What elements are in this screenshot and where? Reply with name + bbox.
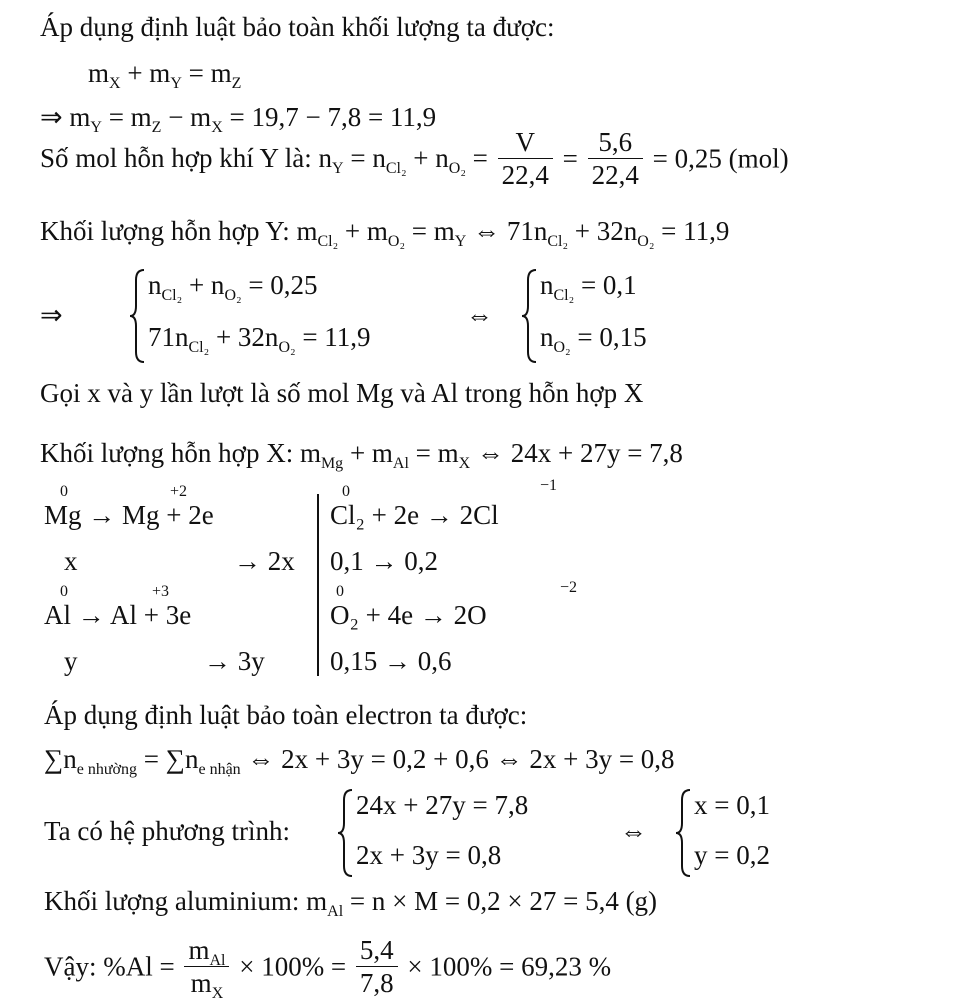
redox-al-oxidation: Al → Al + 3e (44, 600, 192, 630)
text-define-x-y: Gọi x và y lần lượt là số mol Mg và Al trong hỗn hợp X (40, 378, 644, 408)
text-system-of-equations: Ta có hệ phương trình: (44, 816, 290, 846)
redox-mg-moles: x (64, 546, 78, 576)
ox-state-mg-plus2: +2 (170, 483, 188, 500)
ox-state-cl-minus1: −1 (540, 477, 558, 494)
redox-o2-values: 0,15 → 0,6 (330, 646, 452, 676)
redox-cl2-values: 0,1 → 0,2 (330, 546, 438, 576)
fraction-mal-over-mx: $\frac{m_{Al}}{m_X}$ (184, 934, 229, 1000)
equation-percent-al: Vậy: %Al = $\frac{m_{Al}}{m_X}$ × 100% = $\frac{5,4}{7,8}$ × 100% = 69,23 % (44, 935, 612, 1002)
redox-al-moles: y (64, 646, 78, 676)
equation-mass-x: Khối lượng hỗn hợp X: $m_{Mg} + m_{Al} = m_X$ ⇔ 24x + 27y = 7,8 (40, 438, 683, 472)
brace-left-3 (336, 788, 356, 878)
redox-cl2-reduction: Cl₂ + 2e → 2Cl (330, 500, 499, 530)
brace-left-4 (674, 788, 694, 878)
system-2-eq-2: $n_{O_2} = 0,15$ (540, 322, 647, 356)
system-3-eq-2: 2x + 3y = 0,8 (356, 840, 502, 870)
redox-al-electrons: → 3y (204, 646, 265, 676)
system-1-eq-2: $71n_{Cl_2} + 32n_{O_2} = 11,9$ (148, 322, 371, 356)
iff-symbol-2: ⇔ (620, 816, 647, 846)
ox-state-mg-0: 0 (60, 483, 68, 500)
iff-symbol-1: ⇔ (466, 300, 493, 330)
ox-state-o2-0: 0 (336, 583, 344, 600)
equation-electron-balance: $\sum n_{e nhường} = \sum n_{e nhận}$ ⇔ 2x + 3y = 0,2 + 0,6 ⇔ 2x + 3y = 0,8 (44, 744, 675, 778)
redox-o2-reduction: O₂ + 4e → 2O (330, 600, 487, 630)
ox-state-o-minus2: −2 (560, 579, 578, 596)
ox-state-al-0: 0 (60, 583, 68, 600)
redox-mg-electrons: → 2x (234, 546, 295, 576)
system-4-eq-1: x = 0,1 (694, 790, 770, 820)
redox-divider (317, 494, 319, 676)
implies-arrow: ⇒ (40, 300, 63, 330)
system-3-eq-1: 24x + 27y = 7,8 (356, 790, 529, 820)
fraction-5-6-over-22-4: $\frac{5,6}{22,4}$ (588, 126, 643, 192)
text-electron-conservation: Áp dụng định luật bảo toàn electron ta được: (44, 700, 528, 730)
fraction-5-4-over-7-8: $\frac{5,4}{7,8}$ (356, 934, 398, 1000)
equation-mass-y-gases: Khối lượng hỗn hợp Y: $m_{Cl_2} + m_{O_2} = m_Y$ ⇔ $71n_{Cl_2} + 32n_{O_2} = 11,9$ (40, 216, 730, 250)
equation-mass-y: ⇒ $m_Y = m_Z - m_X = 19,7 - 7,8 = 11,9$ (40, 102, 437, 136)
equation-mass-conservation: $m_X + m_Y = m_Z$ (88, 58, 242, 92)
equation-mass-aluminium: Khối lượng aluminium: $m_{Al} = n \times M = 0,2 \times 27 = 5,4$ (g) (44, 886, 658, 920)
brace-left-1 (128, 268, 148, 364)
equation-moles-y: Số mol hỗn hợp khí Y là: $n_Y = n_{Cl_2} + n_{O_2}$ = $\frac{V}{22,4}$ = $\frac{5,6}{22,4}$ = 0,25 (mol) (40, 127, 789, 191)
text-line-1: Áp dụng định luật bảo toàn khối lượng ta được: (40, 12, 555, 42)
system-2-eq-1: $n_{Cl_2} = 0,1$ (540, 270, 637, 304)
system-4-eq-2: y = 0,2 (694, 840, 770, 870)
redox-mg-oxidation: Mg → Mg + 2e (44, 500, 214, 530)
fraction-v-over-22-4: $\frac{V}{22,4}$ (498, 126, 553, 192)
brace-left-2 (520, 268, 540, 364)
system-1-eq-1: $n_{Cl_2} + n_{O_2} = 0,25$ (148, 270, 318, 304)
ox-state-cl2-0: 0 (342, 483, 350, 500)
ox-state-al-plus3: +3 (152, 583, 170, 600)
